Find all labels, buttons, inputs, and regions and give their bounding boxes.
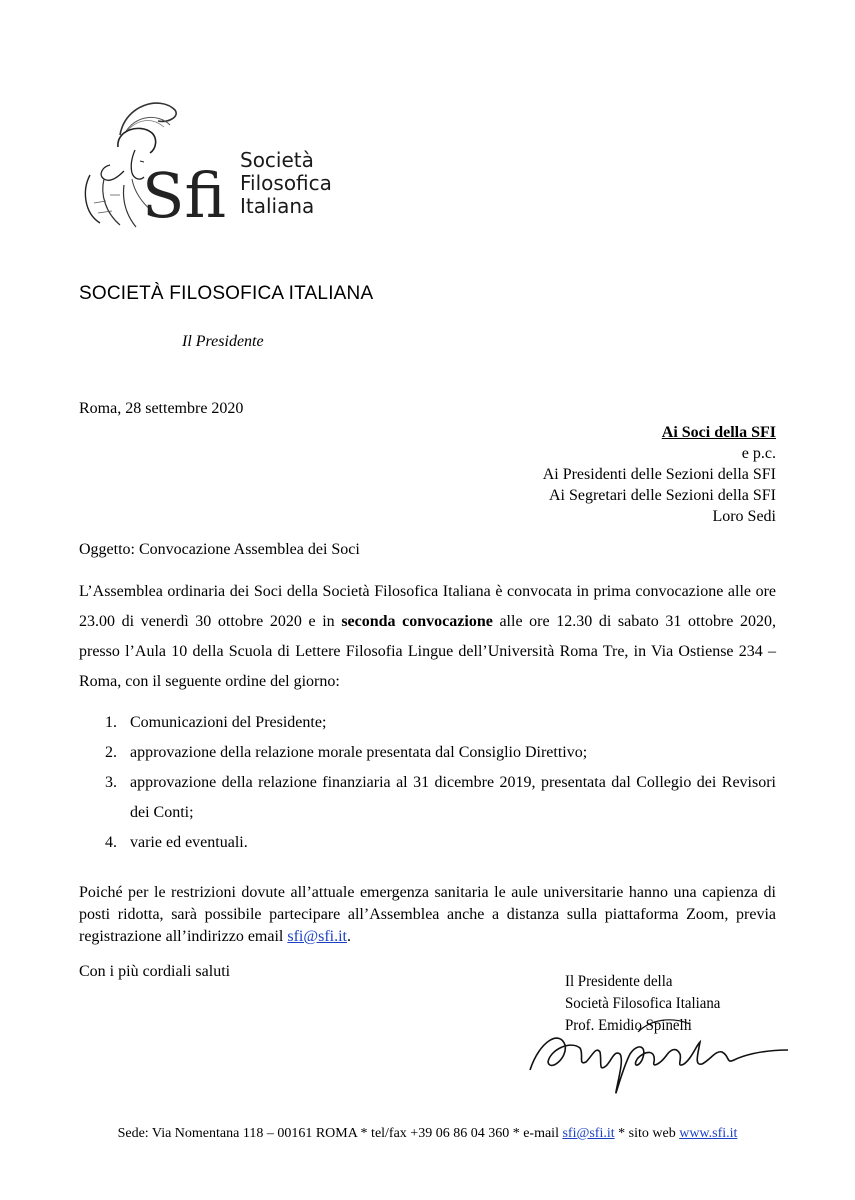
agenda-text: approvazione della relazione morale presentata dal Consiglio Direttivo; [130, 744, 588, 761]
body-text: L’Assemblea ordinaria dei Soci della Società Filosofica Italiana è convocata in prima convocazione alle ore 23.00 di venerdì 30 ottobre 2020 e in [79, 583, 776, 630]
logo-line: Filosofica [240, 171, 332, 195]
agenda-text: Comunicazioni del Presidente; [130, 714, 327, 731]
signature-line: Il Presidente della [565, 973, 673, 990]
footer-email-link[interactable]: sfi@sfi.it [562, 1126, 615, 1141]
footer-website-link[interactable]: www.sfi.it [679, 1126, 738, 1141]
footer-web-label: * sito web [614, 1126, 680, 1141]
closing-salutation: Con i più cordiali saluti [79, 963, 231, 980]
logo-line: Società [240, 148, 314, 172]
athena-head-icon [80, 95, 240, 235]
org-title: SOCIETÀ FILOSOFICA ITALIANA [79, 283, 374, 304]
agenda-text: varie ed eventuali. [130, 834, 248, 851]
handwritten-signature-icon [520, 1010, 800, 1100]
zoom-text: Poiché per le restrizioni dovute all’attuale emergenza sanitaria le aule universitarie hanno una capienza di posti ridotta, sarà possibile partecipare all’Assemblea anche a distanza sulla piattaforma Zoom, previa registrazione all’indirizzo email [79, 884, 776, 945]
agenda-number: 1. [105, 714, 117, 731]
letter-date: Roma, 28 settembre 2020 [79, 400, 244, 417]
body-bold: seconda convocazione [341, 613, 493, 630]
zoom-end: . [346, 928, 351, 945]
agenda-list [79, 708, 776, 858]
sfi-logo [80, 95, 380, 235]
logo-wordmark [240, 149, 332, 218]
body-text: alle ore 12.30 di sabato 31 ottobre 2020, presso l’Aula 10 della Scuola di Lettere Filosofia Lingue dell’Università Roma Tre, in Via Ostiense 234 – Roma, con il seguente ordine del giorno: [79, 613, 777, 690]
agenda-item [79, 828, 776, 858]
signature-line: Prof. Emidio Spinelli [565, 1017, 692, 1034]
logo-line: Italiana [240, 194, 315, 218]
agenda-number: 2. [105, 744, 117, 761]
agenda-number: 3. [105, 774, 117, 791]
footer-address: Sede: Via Nomentana 118 – 00161 ROMA * tel/fax +39 06 86 04 360 * e-mail [117, 1126, 563, 1141]
primary-recipient: Ai Soci della SFI [661, 424, 776, 441]
convocation-paragraph [79, 577, 776, 697]
recipient-line: Ai Presidenti delle Sezioni della SFI [542, 466, 776, 483]
subject-line: Oggetto: Convocazione Assemblea dei Soci [79, 541, 360, 558]
cc-label: e p.c. [741, 445, 776, 462]
recipient-line: Ai Segretari delle Sezioni della SFI [548, 487, 776, 504]
recipient-line: Loro Sedi [712, 508, 776, 525]
recipients-block [543, 422, 776, 527]
agenda-number: 4. [105, 834, 117, 851]
agenda-text: approvazione della relazione finanziaria al 31 dicembre 2019, presentata dal Collegio dei Revisori dei Conti; [130, 774, 776, 821]
agenda-item [79, 738, 776, 768]
svg-text:Sfi: Sfi [142, 159, 226, 232]
footer [0, 1126, 855, 1142]
president-label: Il Presidente [182, 333, 264, 350]
email-link[interactable]: sfi@sfi.it [287, 928, 347, 945]
agenda-item [79, 708, 776, 738]
signature-line: Società Filosofica Italiana [565, 995, 721, 1012]
zoom-paragraph [79, 882, 776, 948]
agenda-item [79, 768, 776, 828]
